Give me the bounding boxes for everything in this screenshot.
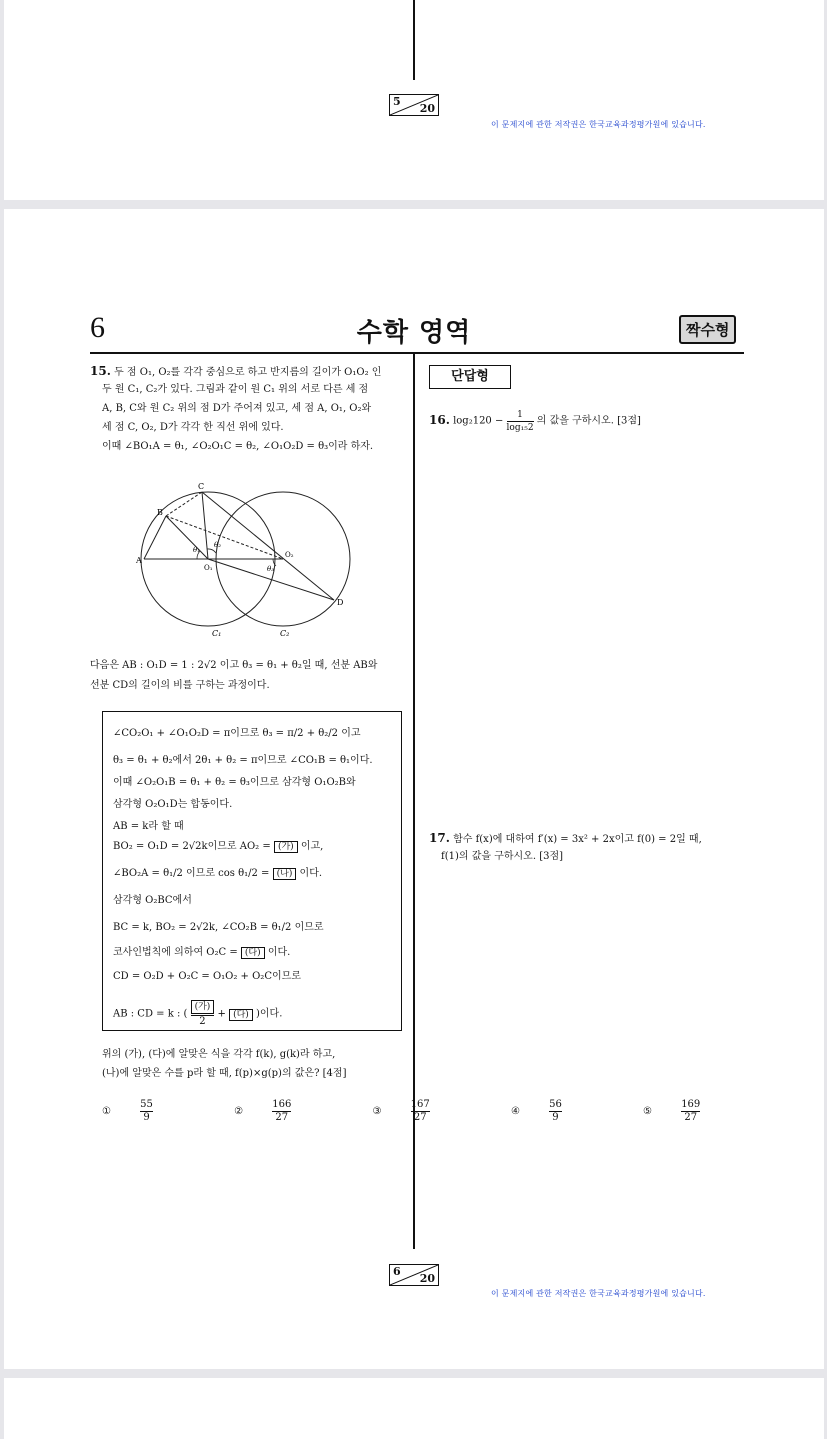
- choice-numerator: 169: [681, 1099, 701, 1110]
- q15-text: 두 점 O₁, O₂를 각각 중심으로 하고 반지름의 길이가 O₁O₂ 인: [114, 367, 382, 378]
- choice-denominator: 9: [143, 1112, 150, 1123]
- label-theta3: θ₃: [267, 565, 275, 573]
- choice-denominator: 27: [684, 1112, 698, 1123]
- page-total: 20: [419, 1272, 435, 1285]
- choice-mark: ①: [102, 1106, 111, 1117]
- proof-line-3: 이때 ∠O₂O₁B = θ₁ + θ₂ = θ₃이므로 삼각형 O₁O₂B와: [113, 777, 356, 788]
- choice-denominator: 27: [275, 1112, 289, 1123]
- proof-cos-tail: 이다.: [299, 868, 323, 879]
- label-c: C: [198, 482, 205, 491]
- segment-b-c: [166, 492, 202, 516]
- q15-figure: [134, 479, 364, 639]
- column-divider: [413, 0, 415, 80]
- choice-fraction: [549, 1099, 588, 1124]
- proof-line-10: [113, 945, 290, 961]
- q15-number: 15.: [90, 364, 111, 378]
- proof-ratio-text: AB : CD = k : (: [113, 1008, 188, 1020]
- q15-line-1: [90, 363, 381, 381]
- choice-fraction: [272, 1099, 317, 1124]
- q16-fraction: [507, 409, 534, 434]
- segment-b-o1: [166, 516, 208, 559]
- label-theta2: θ₂: [214, 541, 222, 549]
- proof-line-2: θ₃ = θ₁ + θ₂에서 2θ₁ + θ₂ = π이므로 ∠CO₁B = θ₁이다.: [113, 755, 373, 766]
- q15-choices: [102, 1099, 778, 1124]
- page-number: 6: [90, 311, 105, 344]
- q15-question-2: (나)에 알맞은 수를 p라 할 때, f(p)×g(p)의 값은? [4점]: [102, 1068, 347, 1079]
- copyright-notice: 이 문제지에 관한 저작권은 한국교육과정평가원에 있습니다.: [491, 1289, 706, 1298]
- q15-question-1: 위의 (가), (다)에 알맞은 식을 각각 f(k), g(k)라 하고,: [102, 1049, 336, 1060]
- header-rule: [90, 352, 744, 354]
- proof-box: [102, 711, 402, 1031]
- choice-4[interactable]: [511, 1099, 614, 1124]
- label-d: D: [337, 598, 344, 607]
- label-o1: O₁: [204, 564, 213, 572]
- proof-cosine-law-tail: 이다.: [267, 947, 291, 958]
- q15-intro-2: 선분 CD의 길이의 비를 구하는 과정이다.: [90, 680, 270, 691]
- next-page: [4, 1378, 824, 1439]
- segment-c-d: [202, 492, 334, 600]
- short-answer-section-label: 단답형: [429, 365, 511, 389]
- choice-denominator: 9: [552, 1112, 559, 1123]
- blank-na: (나): [273, 868, 297, 880]
- proof-line-9: BC = k, BO₂ = 2√2k, ∠CO₂B = θ₁/2 이므로: [113, 922, 324, 933]
- choice-numerator: 167: [410, 1099, 430, 1110]
- label-b: B: [157, 508, 163, 517]
- q17-line-2: f(1)의 값을 구하시오. [3점]: [441, 851, 564, 862]
- previous-page: [4, 0, 824, 200]
- q15-line-5: 이때 ∠BO₁A = θ₁, ∠O₂O₁C = θ₂, ∠O₁O₂D = θ₃이라 하자.: [102, 441, 374, 452]
- blank-da-repeat: (다): [229, 1009, 253, 1021]
- exam-page: [4, 209, 824, 1369]
- choice-mark: ⑤: [643, 1106, 652, 1117]
- segment-a-b: [144, 516, 166, 559]
- proof-ratio-tail: )이다.: [255, 1008, 283, 1020]
- label-circle-c2: C₂: [280, 629, 290, 638]
- blank-ga: (가): [274, 841, 298, 853]
- choice-mark: ④: [510, 1106, 520, 1117]
- exam-type-badge: 짝수형: [679, 315, 736, 344]
- label-o2: O₂: [285, 551, 294, 559]
- q16-expression: log₂120 −: [453, 415, 504, 427]
- q16-tail: 의 값을 구하시오. [3점]: [536, 415, 641, 427]
- proof-line-4: 삼각형 O₂O₁D는 합동이다.: [113, 799, 233, 810]
- proof-line-8: 삼각형 O₂BC에서: [113, 895, 192, 906]
- page-current: 6: [393, 1265, 401, 1278]
- q15-line-2: 두 원 C₁, C₂가 있다. 그림과 같이 원 C₁ 위의 서로 다른 세 점: [102, 384, 369, 395]
- choice-fraction: [681, 1099, 726, 1124]
- choice-3[interactable]: [373, 1099, 482, 1124]
- blank-ga-repeat: (가): [191, 1000, 215, 1014]
- proof-cos-text: ∠BO₂A = θ₁/2 이므로 cos θ₁/2 =: [113, 868, 270, 879]
- subject-title: 수학 영역: [356, 318, 472, 348]
- proof-line-7: [113, 866, 322, 882]
- q15-intro-1: 다음은 AB : O₁D = 1 : 2√2 이고 θ₃ = θ₁ + θ₂일 때, 선분 AB와: [90, 660, 378, 671]
- choice-numerator: 166: [272, 1099, 292, 1110]
- choice-5[interactable]: [643, 1099, 752, 1124]
- q16-line: [429, 409, 641, 434]
- proof-cosine-law-text: 코사인법칙에 의하여 O₂C =: [113, 947, 238, 958]
- copyright-notice: 이 문제지에 관한 저작권은 한국교육과정평가원에 있습니다.: [491, 120, 706, 129]
- q15-line-3: A, B, C와 원 C₂ 위의 점 D가 주어져 있고, 세 점 A, O₁, O₂와: [102, 403, 372, 414]
- q17-line-1: [429, 830, 702, 848]
- label-theta1: θ₁: [193, 546, 201, 554]
- choice-numerator: 55: [140, 1099, 153, 1110]
- label-a: A: [136, 556, 142, 565]
- proof-ratio-fraction: [191, 1000, 215, 1028]
- page-current: 5: [393, 95, 401, 108]
- q16-number: 16.: [429, 413, 450, 427]
- blank-da: (다): [241, 947, 265, 959]
- proof-line-6: [113, 839, 323, 855]
- choice-fraction: [411, 1099, 456, 1124]
- choice-2[interactable]: [234, 1099, 343, 1124]
- segment-b-o2: [166, 516, 283, 559]
- q16-numerator: 1: [507, 409, 534, 422]
- q15-line-4: 세 점 C, O₂, D가 각각 한 직선 위에 있다.: [102, 422, 284, 433]
- page-total: 20: [419, 102, 435, 115]
- plus-sign: +: [217, 1008, 226, 1020]
- proof-ao2-tail: 이고,: [300, 841, 324, 852]
- q16-denominator: log₁₅2: [506, 423, 534, 433]
- choice-numerator: 56: [549, 1099, 562, 1110]
- q17-text: 함수 f(x)에 대하여 f′(x) = 3x² + 2x이고 f(0) = 2일 때,: [453, 834, 702, 845]
- angle-theta2-arc: [207, 549, 216, 553]
- choice-fraction: [140, 1099, 179, 1124]
- choice-1[interactable]: [102, 1099, 205, 1124]
- choice-denominator: 27: [413, 1112, 427, 1123]
- q17-number: 17.: [429, 831, 450, 845]
- page-indicator: [389, 94, 439, 116]
- page-indicator: [389, 1264, 439, 1286]
- proof-line-11: CD = O₂D + O₂C = O₁O₂ + O₂C이므로: [113, 971, 301, 982]
- proof-line-12: [113, 1000, 282, 1028]
- proof-line-5: AB = k라 할 때: [113, 821, 184, 832]
- label-circle-c1: C₁: [212, 629, 222, 638]
- choice-mark: ③: [372, 1106, 382, 1117]
- choice-mark: ②: [234, 1106, 244, 1117]
- proof-line-1: ∠CO₂O₁ + ∠O₁O₂D = π이므로 θ₃ = π/2 + θ₂/2 이고: [113, 728, 361, 739]
- fraction-denominator: 2: [199, 1016, 206, 1027]
- proof-ao2-text: BO₂ = O₁D = 2√2k이므로 AO₂ =: [113, 841, 271, 852]
